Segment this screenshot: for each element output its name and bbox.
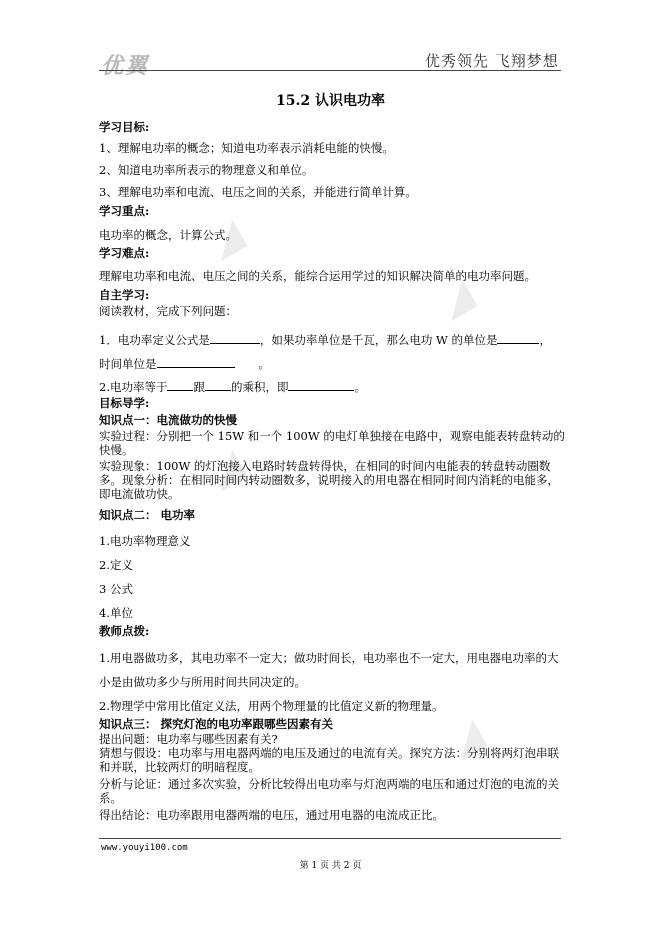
question-2-part: 的乘积，即	[230, 380, 289, 394]
question-1-part: ，如果功率单位是千瓦，那么电功 W 的单位是	[259, 333, 498, 347]
answer-blank[interactable]	[205, 379, 231, 391]
question-2	[99, 379, 366, 394]
goals-heading: 学习目标:	[99, 120, 150, 134]
brand-logo: 优翼	[101, 54, 150, 79]
answer-blank[interactable]	[288, 379, 354, 391]
knowledge-point-2-heading: 知识点二： 电功率	[99, 508, 196, 522]
watermark: ◢	[430, 270, 481, 326]
teacher-tip: 1.用电器做功多，其电功率不一定大；做功时间长，电功率也不一定大，用电器电功率的大	[99, 651, 559, 665]
answer-blank[interactable]	[157, 356, 235, 368]
question-1-part: 时间单位是	[99, 357, 157, 371]
key-text: 电功率的概念，计算公式。	[99, 228, 237, 242]
answer-blank[interactable]	[497, 332, 539, 344]
footer-rule	[99, 838, 561, 839]
kp2-item: 1.电功率物理意义	[99, 534, 191, 548]
teacher-heading: 教师点拨:	[99, 624, 150, 638]
goal-item: 3、理解电功率和电流、电压之间的关系，并能进行简单计算。	[99, 185, 417, 199]
kp3-conclusion: 得出结论：电功率跟用电器两端的电压，通过用电器的电流成正比。	[99, 808, 444, 822]
kp2-item: 3 公式	[99, 582, 133, 596]
question-2-part: 。	[354, 380, 366, 394]
kp3-question: 提出问题：电功率与哪些因素有关?	[99, 732, 278, 746]
question-1	[99, 332, 551, 347]
watermark: ◢	[200, 440, 251, 496]
kp2-item: 2.定义	[99, 558, 133, 572]
self-study-heading: 自主学习:	[99, 288, 150, 302]
teacher-tip: 小是由做功多少与所用时间共同决定的。	[99, 675, 306, 689]
experiment-process: 实验过程：分别把一个 15W 和一个 100W 的电灯单独接在电路中，观察电能表转盘转动的快慢。	[99, 429, 565, 457]
question-1-part: 1．电功率定义公式是	[99, 333, 210, 347]
question-1-cont	[99, 356, 270, 371]
difficulty-text: 理解电功率和电流、电压之间的关系，能综合运用学过的知识解决简单的电功率问题。	[99, 269, 536, 283]
question-1-part: ，	[539, 333, 551, 347]
experiment-observation: 实验现象：100W 的灯泡接入电路时转盘转得快，在相同的时间内电能表的转盘转动圈数多。现象分析：在相同时间内转动圈数多，说明接入的用电器在相同时间内消耗的电能多，即电流做功快。	[99, 459, 559, 501]
header-slogan: 优秀领先 飞翔梦想	[425, 52, 559, 70]
question-2-part: 跟	[193, 380, 205, 394]
watermark: ◢	[200, 210, 251, 266]
question-2-part: 2.电功率等于	[99, 380, 168, 394]
difficulty-heading: 学习难点:	[99, 246, 150, 260]
page-title: 15.2 认识电功率	[276, 93, 385, 109]
watermark: ◢	[440, 710, 491, 766]
answer-blank[interactable]	[210, 332, 260, 344]
page-number: 第 1 页 共 2 页	[299, 861, 362, 871]
goal-item: 2、知道电功率所表示的物理意义和单位。	[99, 163, 314, 177]
question-1-part: 。	[258, 357, 270, 371]
goal-item: 1、理解电功率的概念；知道电功率表示消耗电能的快慢。	[99, 141, 394, 155]
teacher-tip: 2.物理学中常用比值定义法，用两个物理量的比值定义新的物理量。	[99, 699, 444, 713]
footer-url[interactable]: www.youyi100.com	[101, 843, 188, 853]
header-rule	[99, 70, 561, 71]
kp3-analysis: 分析与论证：通过多次实验，分析比较得出电功率与灯泡两端的电压和通过灯泡的电流的关系。	[99, 777, 559, 805]
guide-heading: 目标导学:	[99, 396, 150, 410]
self-study-intro: 阅读教材，完成下列问题：	[99, 304, 237, 318]
kp2-item: 4.单位	[99, 606, 133, 620]
kp3-hypothesis: 猜想与假设：电功率与用电器两端的电压及通过的电流有关。探究方法：分别将两灯泡串联和并联，比较两灯的明暗程度。	[99, 746, 559, 774]
answer-blank[interactable]	[167, 379, 193, 391]
key-heading: 学习重点:	[99, 204, 150, 218]
knowledge-point-1-heading: 知识点一：电流做功的快慢	[99, 413, 237, 427]
knowledge-point-3-heading: 知识点三： 探究灯泡的电功率跟哪些因素有关	[99, 717, 334, 731]
